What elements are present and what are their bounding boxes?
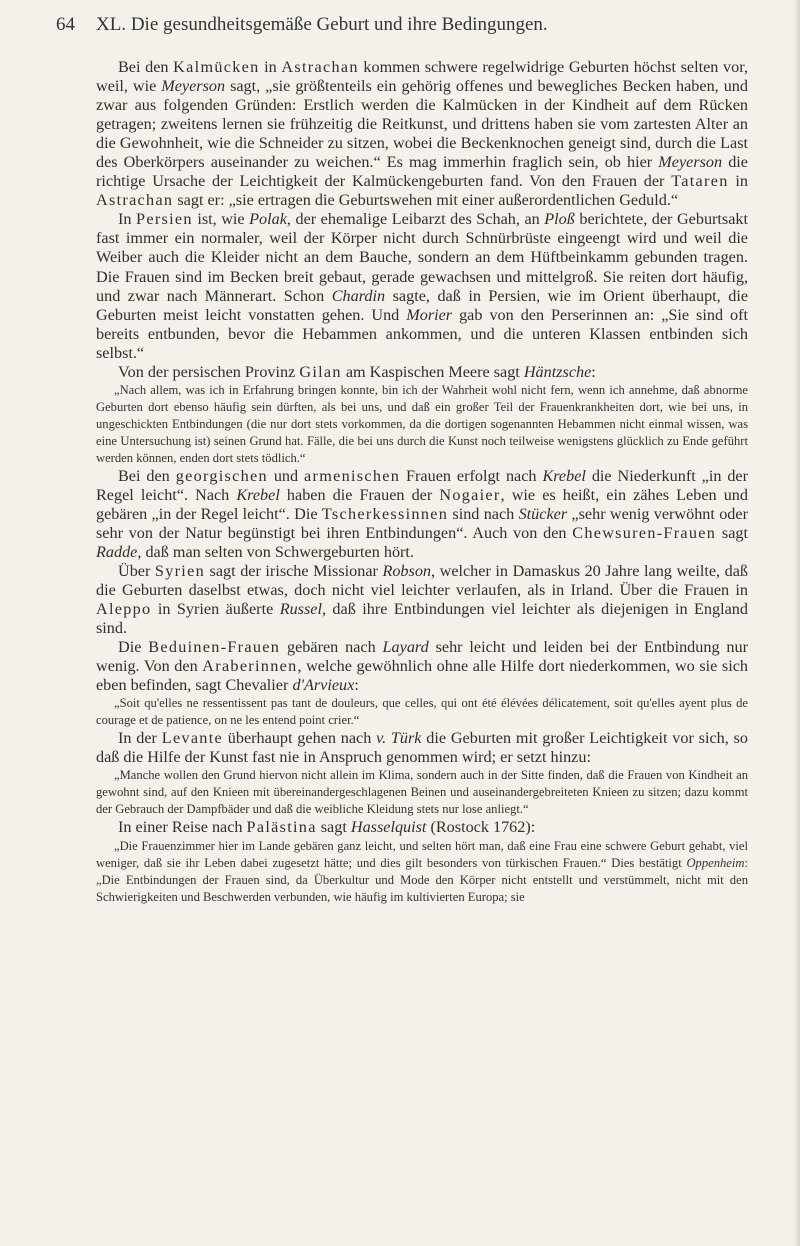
spaced-term: Tataren [671,172,729,191]
author-name: Morier [406,305,453,324]
spaced-term: Persien [136,210,193,229]
author-name: Hasselquist [350,818,427,837]
author-name: Polak [249,210,287,229]
text-run: ist, wie [192,210,250,229]
text-run: Bei den [118,58,174,76]
text-run: die richtige Ursache der Leichtigkeit der Kalmückengeburten fand. Von den Frauen der [96,153,748,191]
text-run: sagte, daß in Persien, wie im Orient überhaupt, die Geburten meist leicht vonstatten gehen. Und [96,286,749,324]
page-number: 64 [56,14,75,35]
text-run: in [728,172,749,191]
spaced-term: Nogaier [439,485,501,504]
text-run: sagt er: „sie ertragen die Geburtswehen mit einer außerordentlichen Geduld.“ [173,191,679,210]
text-run: , der ehemalige Leibarzt des Schah, an [286,210,545,229]
spaced-term: Astrachan [96,191,174,210]
spaced-term: Astrachan [281,58,359,76]
spaced-term: georgischen [175,466,268,485]
text-run: , daß man selten von Schwergeburten hört. [137,542,414,561]
body-text [96,58,748,906]
text-run: „Die Frauenzimmer hier im Lande gebären ganz leicht, und selten hört man, daß eine Frau eine schwere Geburt gehabt, viel weniger, daß sie ihr Leben dabei zugesetzt hätte; und dies gilt besonders von türkischen Frauen.“ Dies bestätigt [96,838,748,870]
text-run: „Nach allem, was ich in Erfahrung bringen konnte, bin ich der Wahrheit wohl nicht fern, wenn ich annehme, daß abnorme Geburten dort ebenso häufig sein dürften, als bei uns, und daß ein großer Teil der Frauenkrankheiten dort, wie bei uns, in ungeschickten Entbindungen (die nur dort stets vorkommen, da die dortigen sogenannten Hebammen nicht einmal wissen, was eine Untersuchung ist) seinen Grund hat. Fälle, die bei uns durch die Kunst noch teilweise wenigstens glücklich zu Ende geführt werden können, enden dort stets tödlich.“ [96,382,748,465]
text-run: Bei den [118,466,176,485]
text-run: sagt [716,523,748,542]
text-run: In [118,210,137,229]
text-run: am Kaspischen Meere sagt [341,362,524,381]
quote-paragraph [96,382,748,467]
text-run: In der [118,729,162,748]
text-run: Frauen erfolgt nach [400,466,543,485]
author-name: Russel [279,600,322,619]
text-run: gebären nach [280,638,383,657]
author-name: Oppenheim [686,855,745,870]
text-run: sagt der irische Missionar [205,562,383,581]
spaced-term: Beduinen-Frauen [148,638,281,657]
author-name: v. Türk [376,729,422,748]
text-run: : [591,362,596,381]
text-run: in Syrien äußerte [151,600,280,619]
body-paragraph [96,638,748,695]
text-run: gab von den Perserinnen an: „Sie sind oft bereits entbunden, bevor die Hebammen ankommen, und die unteren Klassen entbinden sich selbst.“ [96,305,748,362]
text-run: sind nach [448,504,519,523]
author-name: Ploß [544,210,575,229]
spaced-term: Aleppo [96,600,152,619]
author-name: Stücker [518,504,568,523]
page-edge-shadow [794,0,800,1246]
text-run: : [354,676,359,695]
author-name: Chardin [331,286,386,305]
body-paragraph [96,210,748,362]
text-run: , welche gewöhnlich ohne alle Hilfe dort niederkommen, wo sie sich eben befinden, sagt Chevalier [96,657,748,695]
running-title: XL. Die gesundheitsgemäße Geburt und ihre Bedingungen. [96,14,548,35]
text-run: haben die Frauen der [279,485,440,504]
author-name: Krebel [236,485,280,504]
author-name: Robson [382,562,432,581]
body-paragraph [96,58,748,210]
author-name: Layard [382,638,429,657]
body-paragraph [96,467,748,562]
text-run: Über [118,562,155,581]
quote-paragraph [96,838,748,906]
body-paragraph [96,363,748,382]
author-name: d'Arvieux [292,676,355,695]
spaced-term: Syrien [154,562,205,581]
spaced-term: Levante [161,729,223,748]
text-run: , welcher in Damaskus 20 Jahre lang weilte, daß die Geburten daselbst etwas, doch nicht viel leichter verlaufen, als in Irland. Über die Frauen in [96,562,748,600]
spaced-term: Kalmücken [173,58,260,76]
spaced-term: Palästina [246,818,317,837]
text-run: Die [118,638,149,657]
text-run: „Manche wollen den Grund hiervon nicht allein im Klima, sondern auch in der Sitte finden, daß die Frauen von Kindheit an gewohnt sind, auf den Knieen mit übereinandergeschlagenen Beinen und auseinandergebreiteten Knieen zu sitzen; dazu kommt der Gebrauch der Dampfbäder und daß die weibliche Kleidung stets nur lose anliegt.“ [96,768,748,817]
text-run: sagt, „sie größtenteils ein gehörig offenes und bewegliches Becken haben, und zwar aus folgenden Gründen: Erstlich werden die Kalmücken in der Kindheit auf dem Rücken getragen; zweitens lernen sie frühzeitig die Reitkunst, und drittens haben sie vom zartesten Alter an die Gewohnheit, wie die Schneider zu sitzen, wobei die Beckenknochen geneigt sind, durch die Last des Oberkörpers auseinander zu weichen.“ Es mag immerhin fraglich sein, ob hier [96,77,748,172]
spaced-term: Araberinnen [202,657,298,676]
spaced-term: Tscherkessinnen [321,504,449,523]
text-run: : „Die Entbindungen der Frauen sind, da Überkultur und Mode den Körper nicht entstellt und verstümmelt, nicht mit den Schwierigkeiten und Beschwerden verbunden, wie häufig im kultivierten Europa; sie [96,855,748,904]
spaced-term: armenischen [304,466,401,485]
text-run: berichtete, der Geburtsakt fast immer ein normaler, weil der Körper nicht durch Schnürbrüste eingeengt wird und weil die Weiber auch die Kleider nicht an dem Bauche, sondern an dem Hüftbeinkamm gebunden tragen. Die Frauen sind im Becken breit gebaut, gerade gewachsen und mittelgroß. Sie reiten dort häufig, und zwar nach Männerart. Schon [96,210,749,305]
text-run: kommen schwere regelwidrige Geburten höchst selten vor, weil, wie [96,58,749,96]
author-name: Meyerson [658,153,723,172]
text-run: „sehr wenig verwöhnt oder sehr von der Natur begünstigt bei ihren Entbindungen“. Auch von den [96,504,748,542]
quote-paragraph [96,695,748,729]
author-name: Meyerson [161,77,226,96]
body-paragraph [96,562,748,638]
text-run: „Soit qu'elles ne ressentissent pas tant de douleurs, que celles, qui ont été élévées délicatement, soit qu'elles ayent plus de courage et de patience, on ne les entend point crier.“ [96,696,748,728]
text-run: die Geburten mit großer Leichtigkeit vor sich, so daß die Hilfe der Kunst fast nie in Anspruch genommen wird; er setzt hinzu: [96,729,748,767]
body-paragraph [96,818,748,837]
quote-paragraph [96,767,748,818]
text-run: überhaupt gehen nach [222,729,377,748]
author-name: Häntzsche [523,362,592,381]
spaced-term: Gilan [299,362,342,381]
text-run: in [259,58,282,76]
text-run: In einer Reise nach [118,818,247,837]
text-run: die Niederkunft „in der Regel leicht“. Nach [96,466,748,504]
author-name: Krebel [542,466,586,485]
spaced-term: Chewsuren-Frauen [572,523,717,542]
text-run: (Rostock 1762): [426,818,536,837]
body-paragraph [96,729,748,767]
text-run: sagt [316,818,351,837]
text-run: , daß ihre Entbindungen viel leichter als diejenigen in England sind. [96,600,748,638]
text-run: sehr leicht und leiden bei der Entbindung nur wenig. Von den [96,638,748,676]
text-run: , wie es heißt, ein zähes Leben und gebären „in der Regel leicht“. Die [96,485,748,523]
text-run: und [267,466,305,485]
text-run: Von der persischen Provinz [118,362,300,381]
author-name: Radde [96,542,138,561]
